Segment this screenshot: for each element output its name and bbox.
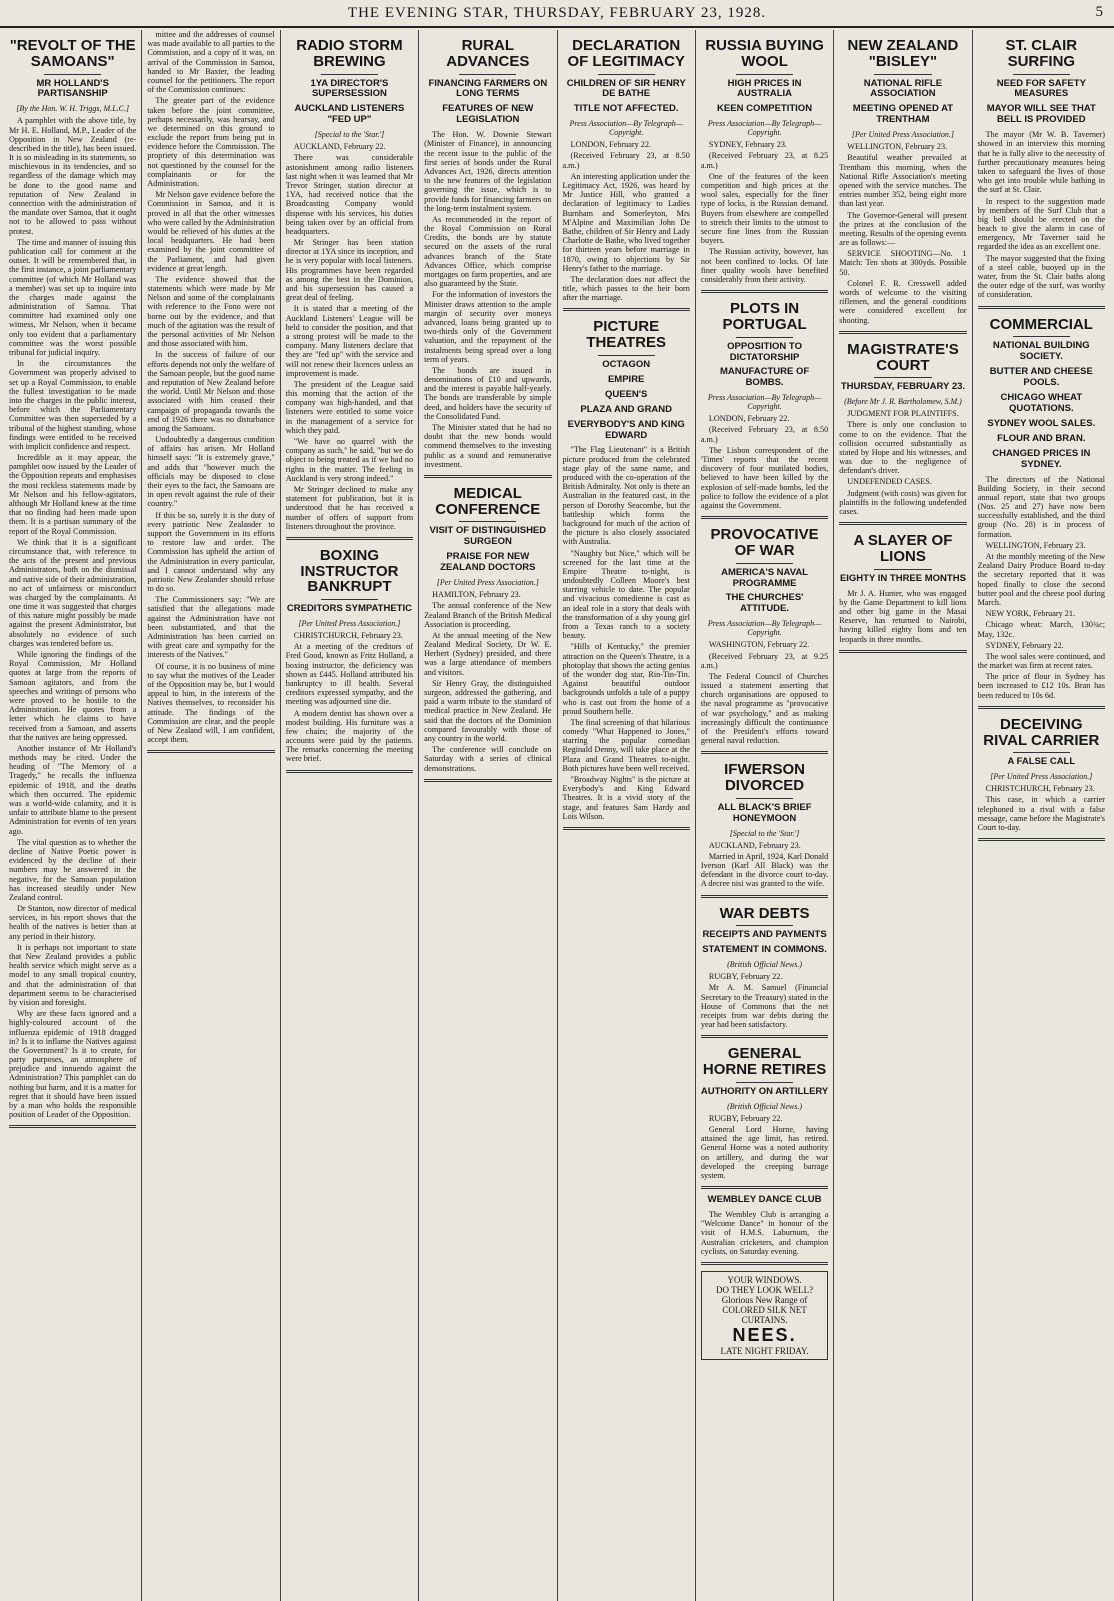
article-paragraph: Mr Stringer declined to make any statement for publication, but it is understood that he has received a number of offers of support from listeners throughout the province. xyxy=(285,484,414,531)
article-subheading: NATIONAL RIFLE ASSOCIATION xyxy=(863,77,943,100)
article-paragraph: The final screening of that hilarious comedy "What Happened to Jones," starring the popular comedian Reginald Denny, will take place at the Plaza and Grand Theatres to-night. Both pictures have been well received. xyxy=(562,717,690,773)
article-paragraph: It is perhaps not important to state that New Zealand provides a public health service which might serve as a model to any small tropical country, and that the administration of that department seems to be characterised by vision and foresight. xyxy=(9,942,137,1007)
article-separator xyxy=(424,475,551,478)
article-paragraph: At a meeting of the creditors of Fred Good, known as Fritz Holland, a boxing instructor, the deficiency was shown as £445. Holland attributed his bankruptcy to ill health. Several creditors expressed sympathy, and the meeting was adjourned sine die. xyxy=(285,642,414,707)
article xyxy=(9,38,136,1128)
divider xyxy=(598,355,655,356)
article-subheading: MR HOLLAND'S PARTISANSHIP xyxy=(36,77,109,100)
article-separator xyxy=(563,827,690,830)
article-paragraph: WELLINGTON, February 23. xyxy=(847,142,948,152)
article-body xyxy=(978,475,1105,700)
article-separator xyxy=(701,895,828,898)
article-byline: Press Association—By Telegraph—Copyright. xyxy=(569,119,683,138)
article-paragraph: The Hon. W. Downie Stewart (Minister of Finance), in announcing the recent issue to the public of the first series of bonds under the Rural Advances Act, 1926, directs attention to the new features of the legislation governing the issue, which is to provide funds for financing farmers on the long-term instalment system. xyxy=(424,130,552,213)
article-paragraph: A pamphlet with the above title, by Mr H. E. Holland, M.P., Leader of the Opposition in New Zealand (re-described in the title), has been issued. It is so misleading in its statements, so mischievous in its tendencies, and so regardless of the damage which may be done to the good name and reputation of New Zealand in connection with the administration of the mandate over Samoa, that it ought not to be allowed to pass without protest. xyxy=(9,116,137,236)
article-headline: RUSSIA BUYING WOOL xyxy=(705,37,824,70)
divider xyxy=(874,377,931,378)
article-subheading: CHICAGO WHEAT QUOTATIONS. xyxy=(1000,392,1083,414)
article xyxy=(839,38,966,334)
article-separator xyxy=(701,1186,828,1189)
article-headline: IFWERSON DIVORCED xyxy=(724,761,805,795)
article-headline: COMMERCIAL xyxy=(989,315,1093,333)
article-headline: MAGISTRATE'S COURT xyxy=(847,340,959,374)
article-body xyxy=(701,972,828,1029)
divider xyxy=(736,563,793,564)
divider xyxy=(1013,74,1070,75)
article-paragraph: AUCKLAND, February 23. xyxy=(708,840,801,850)
article-paragraph: Sir Henry Gray, the distinguished surgeon, addressed the gathering, and paid a warm tribute to the standard of medical practice in New Zealand. He said that the doctors of the Dominion compared favourably with those of any country in the world. xyxy=(424,678,552,743)
article-separator xyxy=(701,290,828,293)
article-headline: PLOTS IN PORTUGAL xyxy=(722,300,807,333)
article-separator xyxy=(563,308,690,311)
article-paragraph: The Wembley Club is arranging a "Welcome Dance" in honour of the visit of H.M.S. Laburnum, the Australian cricketers, and champion cyclists, on Saturday evening. xyxy=(700,1210,829,1256)
article-paragraph: LONDON, February 22. xyxy=(708,414,790,424)
article xyxy=(978,717,1105,841)
divider xyxy=(736,925,793,926)
article-paragraph: Of course, it is no business of mine to say what the motives of the Leader of the Opposition may be, but I would appeal to him, in the interests of the Natives themselves, to reconsider his attitude. The findings of the Commission are clear, and the people of New Zealand will, I am confident, accept them. xyxy=(147,661,275,745)
article-subheading: FEATURES OF NEW LEGISLATION xyxy=(442,103,534,126)
article-body xyxy=(701,640,828,745)
divider xyxy=(459,521,516,522)
article-paragraph: "We have no quarrel with the company as such," he said, "but we do object to being treated as if we had no rights in the matter. The feeling in Auckland is very strong indeed." xyxy=(285,437,414,483)
article-body xyxy=(701,414,828,510)
article-paragraph: The mayor suggested that the fixing of a steel cable, buoyed up in the water, from the St. Clair baths along the outer edge of the surf, was worthy of consideration. xyxy=(977,253,1105,300)
article-paragraph: The president of the League said this morning that the action of the company was high-handed, and that listeners were entitled to some voice in the management of a service for which they paid. xyxy=(285,379,414,435)
article-subheading: AUTHORITY ON ARTILLERY xyxy=(700,1085,829,1097)
article-paragraph: The price of flour in Sydney has been increased to £12 10s. Bran has been reduced to 10s 6d. xyxy=(977,672,1105,700)
article-byline: [Special to the 'Star.'] xyxy=(729,828,800,838)
divider xyxy=(459,74,516,75)
article-paragraph: The Lisbon correspondent of the 'Times' reports that the recent discovery of four mutilated bodies, believed to have been killed by the explosion of self-made bombs, led the police to follow the evidence of a plot against the Government. xyxy=(700,445,829,510)
article-paragraph: A modern dentist has shown over a modest building. His furniture was a few chairs; the majority of the accounts were paid by the patients. The remarks concerning the meeting were brief. xyxy=(285,708,414,764)
divider xyxy=(874,569,931,570)
article-headline: A SLAYER OF LIONS xyxy=(853,532,953,565)
divider xyxy=(44,74,101,75)
article-paragraph: (Received February 23, at 8.50 a.m.) xyxy=(700,425,829,444)
article-subheading: CHILDREN OF SIR HENRY DE BATHE xyxy=(566,77,686,100)
divider xyxy=(1013,752,1070,753)
divider xyxy=(874,74,931,75)
article-paragraph: The greater part of the evidence taken before the joint committee, perhaps necessarily, was hearsay, and we determined on this ground to exclude the report from being put in evidence before the Commission. The propriety of this determination was not questioned by the counsel for the complainants or for the Administration. xyxy=(147,96,275,188)
article-paragraph: Colonel F. R. Cresswell added words of welcome to the visiting riflemen, and the general conditions were considered excellent for shooting. xyxy=(839,278,967,325)
article-body xyxy=(563,140,690,302)
article-paragraph: The Governor-General will present the prizes at the conclusion of the meeting. Results of the opening events are as follows:— xyxy=(839,210,967,248)
article-paragraph: Mr Nelson gave evidence before the Commission in Samoa, and it is proved in all that the other witnesses who were called by the Administration would be relieved of his duties at the local headquarters. He had been examined by the joint committee of the Parliament, and had given evidence at great length. xyxy=(147,190,275,273)
article-paragraph: One of the features of the keen competition and high prices at the wool sales, especially for the finer type of locks, is the Russian demand. Buyers from elsewhere are compelled to stretch their limits to the utmost to secure fine lines from the Russian buyers. xyxy=(700,171,829,246)
article xyxy=(978,317,1105,709)
article-separator xyxy=(839,522,966,525)
article xyxy=(424,486,551,782)
article xyxy=(701,301,828,519)
article-separator xyxy=(701,751,828,754)
article-paragraph: "Hills of Kentucky," the premier attraction on the Queen's Theatre, is a photoplay that shows the acting genius of the wonder dog star, Rin-Tin-Tin. Against beautiful outdoor backgrounds unfolds a tale of a puppy who is cast out from the home of a proud Southern belle. xyxy=(562,642,690,716)
advert-line: Glorious New Range of xyxy=(721,1294,808,1305)
article-separator xyxy=(839,650,966,653)
divider xyxy=(598,74,655,75)
article-headline: PROVOCATIVE OF WAR xyxy=(710,526,819,559)
article-subheading: KEEN COMPETITION xyxy=(717,103,813,115)
article-body xyxy=(701,140,828,284)
article-paragraph: The vital question as to whether the decline of Native Poetic power is evidenced by the decline of their numbers may be answered in the negative, for the Samoan population has increased steadily under New Zealand control. xyxy=(9,837,137,902)
article-paragraph: The bonds are issued in denominations of £10 and upwards, and the interest is payable half-yearly. The bonds are transferable by simple deed, and holders have the security of the Consolidated Fund. xyxy=(424,365,552,421)
article-paragraph: The declaration does not affect the title, which passes to the heir born after the marriage. xyxy=(562,274,690,303)
article-separator xyxy=(839,331,966,334)
article xyxy=(839,533,966,653)
article-subheading: MAYOR WILL SEE THAT BELL IS PROVIDED xyxy=(986,103,1096,126)
article-paragraph: The mayor (Mr W. B. Taverner) showed in an interview this morning that he is fully alive to the necessity of further precautionary measures being taken to safeguard the lives of those who get into trouble while bathing in the surf at St. Clair. xyxy=(977,130,1105,195)
article-paragraph: CHRISTCHURCH, February 23. xyxy=(293,631,403,641)
article-subheading: MANUFACTURE OF BOMBS. xyxy=(719,366,810,389)
article-subheading: BUTTER AND CHEESE POOLS. xyxy=(989,366,1093,389)
article-paragraph: The annual conference of the New Zealand Branch of the British Medical Association is proceeding. xyxy=(424,601,552,629)
article-paragraph: Undoubtedly a dangerous condition of affairs has arisen. Mr Holland himself says: "It is extremely grave," and adds that "however much the officials may be disposed to close their eyes to the fact, the Samoans are in open revolt against the rule of their country." xyxy=(147,435,275,509)
article-paragraph: The wool sales were continued, and the market was firm at recent rates. xyxy=(977,651,1105,671)
article-paragraph: General Lord Horne, having attained the age limit, has retired. General Horne was a noted authority on artillery, and during the war developed the creeping barrage system. xyxy=(700,1125,829,1180)
article-headline: WAR DEBTS xyxy=(719,904,810,922)
article-separator xyxy=(286,537,413,540)
article xyxy=(701,1195,828,1265)
article-body xyxy=(286,142,413,531)
article-body xyxy=(978,784,1105,832)
article-subheading: FLOUR AND BRAN. xyxy=(997,432,1086,444)
article-byline: [Per United Press Association.] xyxy=(436,578,539,588)
article-headline: RURAL ADVANCES xyxy=(446,37,530,70)
article-paragraph: For the information of investors the Minister draws attention to the ample margin of security over moneys advanced, loans being granted up to two-thirds only of the Government valuation, and the repayment of the instalments being spread over a long term of years. xyxy=(424,290,552,364)
article xyxy=(563,38,690,311)
article-separator xyxy=(701,1035,828,1038)
article-paragraph: The evidence showed that the statements which were made by Mr Nelson and some of the complainants with reference to the Fono were not borne out by the evidence, and that much of the agitation was the result of the personal activities of Mr Nelson and those associated with him. xyxy=(147,274,275,349)
article-subheading: WEMBLEY DANCE CLUB xyxy=(707,1194,822,1206)
article xyxy=(147,30,274,753)
article-separator xyxy=(147,750,274,753)
article-paragraph: NEW YORK, February 21. xyxy=(985,609,1075,619)
article-byline: (British Official News.) xyxy=(727,1101,802,1111)
article-subheading: EMPIRE xyxy=(607,373,645,385)
article-paragraph: SYDNEY, February 23. xyxy=(708,140,787,150)
article-paragraph: We think that it is a significant circumstance that, with reference to the acts of the present and previous Administrators, both on the dismissal and native side of their administration, no act of unfairness or misconduct was charged by the complainants. At one time it was suggested that charges of this nature might possibly be made against the present Administrator, but absolutely no evidence of such charges was tendered before us. xyxy=(9,537,137,648)
article-paragraph: WELLINGTON, February 23. xyxy=(985,540,1086,550)
column-3 xyxy=(281,30,419,1601)
column-4 xyxy=(419,30,557,1601)
columns-container xyxy=(4,30,1110,1601)
advert-line: YOUR WINDOWS. xyxy=(727,1274,802,1285)
article-byline: (Before Mr J. R. Bartholomew, S.M.) xyxy=(844,397,962,407)
article xyxy=(701,762,828,897)
article-paragraph: In respect to the suggestion made by members of the Surf Club that a big bell should be erected on the beach to give the alarm in case of emergency, Mr Taverner said he regarded the idea as an excellent one. xyxy=(977,196,1105,252)
article-paragraph: Mr J. A. Hunter, who was engaged by the Game Department to kill lions and other big game in the Masai Reserve, has returned to Nairobi, having killed eighty lions and ten leopards in three months. xyxy=(839,588,967,644)
article-paragraph: The Commissioners say: "We are satisfied that the allegations made against the Administration have not been substantiated, and that the Administration has been carried on with great care and sympathy for the interests of the Natives." xyxy=(147,595,275,660)
article-subheading: THURSDAY, FEBRUARY 23. xyxy=(840,381,966,393)
article-byline: [Per United Press Association.] xyxy=(851,130,955,140)
article-headline: RADIO STORM BREWING xyxy=(296,37,403,70)
article-subheading: OPPOSITION TO DICTATORSHIP xyxy=(727,340,802,363)
article-paragraph: LONDON, February 22. xyxy=(570,140,651,150)
article-subheading: FINANCING FARMERS ON LONG TERMS xyxy=(428,77,548,100)
article-subheading: ALL BLACK'S BRIEF HONEYMOON xyxy=(717,801,812,824)
article-subheading: 1YA DIRECTOR'S SUPERSESSION xyxy=(310,77,389,100)
article-headline: NEW ZEALAND "BISLEY" xyxy=(847,37,959,70)
article xyxy=(839,342,966,525)
article-paragraph: The time and manner of issuing this publication call for comment at the outset. It will be remembered that, in the first instance, a joint parliamentary committee (of which Mr Holland was a member) was set up to inquire into the charges made against the administration of Samoa. That committee had examined only one witness, Mr Nelson, when it became only too evident that a parliamentary committee was the worst possible tribunal for judicial inquiry. xyxy=(9,237,137,358)
article xyxy=(286,38,413,540)
article-paragraph: The directors of the National Building Society, in their second annual report, state that two groups (Nos. 25 and 27) have now been successfully established, and the third group (No. 28) is in process of formation. xyxy=(977,474,1105,539)
article-separator xyxy=(9,1125,136,1128)
divider xyxy=(736,337,793,338)
divider xyxy=(321,599,378,600)
article-byline: [Special to the 'Star.'] xyxy=(314,130,385,140)
article-subheading: NATIONAL BUILDING SOCIETY. xyxy=(992,340,1090,363)
article-body xyxy=(424,590,551,773)
article-paragraph: Judgment (with costs) was given for plaintiffs in the following undefended cases. xyxy=(839,488,967,517)
divider xyxy=(1013,336,1070,337)
article-subheading: MEETING OPENED AT TRENTHAM xyxy=(852,103,954,126)
column-6 xyxy=(696,30,834,1601)
article-byline: [Per United Press Association.] xyxy=(990,772,1093,782)
article-headline: ST. CLAIR SURFING xyxy=(1005,37,1078,70)
article-paragraph: HAMILTON, February 23. xyxy=(432,590,521,600)
article-paragraph: CHRISTCHURCH, February 23. xyxy=(985,784,1095,794)
article-paragraph: (Received February 23, at 9.25 a.m.) xyxy=(700,651,829,670)
article-paragraph: Mr Stringer has been station director at 1YA since its inception, and he is very popular with local listeners. His programmes have been regarded as among the best in the Dominion, and his supersession has caused a great deal of feeling. xyxy=(285,238,414,303)
article-body xyxy=(978,130,1105,299)
masthead-title: THE EVENING STAR, THURSDAY, FEBRUARY 23, 1928. xyxy=(347,4,767,21)
article-byline: Press Association—By Telegraph—Copyright. xyxy=(707,119,822,138)
article-separator xyxy=(286,770,413,773)
article-paragraph: An interesting application under the Legitimacy Act, 1926, was heard by Mr Justice Hill, who granted a declaration of legitimacy to Ladies Burnham and Somerleyton, Mrs M'Alpine and Maximilian John De Bathe, children of Sir Henry and Lady Charlotte de Bathe, who lived together for thirteen years before marriage in 1870, owing to objections by Sir Henry's father to the marriage. xyxy=(562,171,690,273)
article-byline: (British Official News.) xyxy=(727,960,802,970)
article-paragraph: Mr A. M. Samuel (Financial Secretary to the Treasury) stated in the House of Commons that the net receipts from war debts during the year had been satisfactory. xyxy=(700,983,829,1030)
column-2 xyxy=(142,30,280,1601)
article-paragraph: The Federal Council of Churches issued a statement asserting that church organisations are opposed to the naval programme as "provocative of war psychology," and as making increasingly difficult the continuance of the President's efforts toward general naval reduction. xyxy=(700,671,829,746)
divider xyxy=(321,74,378,75)
column-8 xyxy=(973,30,1110,1601)
article-body xyxy=(701,1210,828,1256)
article-paragraph: "The Flag Lieutenant" is a British picture produced from the celebrated stage play of the same name, and produced with the co-operation of the British Admiralty. Not only is there an Australian in the featured cast, in the person of Dorothy Seacombe, but the battleship which forms the background for much of the action of the picture is also closely associated with Australia. xyxy=(562,445,690,547)
article-subheading: NEED FOR SAFETY MEASURES xyxy=(996,77,1086,100)
article-byline: Press Association—By Telegraph—Copyright. xyxy=(707,619,822,638)
article-subheading: AMERICA'S NAVAL PROGRAMME xyxy=(721,566,808,589)
article xyxy=(701,38,828,293)
article-paragraph: Another instance of Mr Holland's methods may be cited. Under the heading of "The Memory of a Tragedy," he recalls the influenza epidemic of 1918, and the deaths which then occurred. The epidemic was a world-wide calamity, and it is unfair to attribute blame to the present Administration for events of ten years ago. xyxy=(9,743,137,836)
article-paragraph: Dr Stanton, now director of medical services, in his report shows that the health of the natives is better than at any period in their history. xyxy=(9,904,137,941)
advert-line: COLORED SILK NET CURTAINS. xyxy=(722,1304,807,1325)
article xyxy=(424,38,551,478)
article-subheading: OCTAGON xyxy=(602,358,651,370)
article-body xyxy=(839,589,966,644)
article xyxy=(563,319,690,830)
article-separator xyxy=(978,706,1105,709)
article-paragraph: (Received February 23, at 8.25 a.m.) xyxy=(700,151,829,170)
article-paragraph: Chicago wheat: March, 130¾c; May, 132c. xyxy=(977,620,1105,639)
article-paragraph: While ignoring the findings of the Royal Commission, Mr Holland quotes at large from the reports of Samoan agitators, and from the speeches and writings of persons who were proved to be hostile to the Administration. He quotes from a letter which he claims to have received from a Samoan, and asserts that the natives are being oppressed. xyxy=(9,650,137,742)
article-subheading: PRAISE FOR NEW ZEALAND DOCTORS xyxy=(440,551,536,574)
article-paragraph: The Minister stated that he had no doubt that the new bonds would commend themselves to the investing public as a sound and remunerative investment. xyxy=(424,423,552,469)
article-subheading: CREDITORS SYMPATHETIC xyxy=(286,603,412,615)
article-subheading: TITLE NOT AFFECTED. xyxy=(573,103,679,115)
article-headline: GENERAL HORNE RETIRES xyxy=(702,1045,827,1079)
article-paragraph: At the monthly meeting of the New Zealand Dairy Produce Board to-day the secretary reported that it was hoped finally to close the second butter pool and the cheese pool during March. xyxy=(977,552,1105,607)
article-body xyxy=(286,631,413,764)
article-body xyxy=(839,142,966,325)
article-subheading: RECEIPTS AND PAYMENTS xyxy=(702,929,827,941)
article-subheading: EIGHTY IN THREE MONTHS xyxy=(839,572,966,584)
article-subheading: HIGH PRICES IN AUSTRALIA xyxy=(727,77,802,100)
column-1 xyxy=(4,30,142,1601)
advert-line: DO THEY LOOK WELL? xyxy=(716,1284,814,1295)
article-byline: [Per United Press Association.] xyxy=(298,619,401,629)
article xyxy=(286,548,413,773)
article-headline: DECLARATION OF LEGITIMACY xyxy=(567,37,685,70)
article-body xyxy=(701,841,828,889)
article-separator xyxy=(978,306,1105,309)
article-subheading: SYDNEY WOOL SALES. xyxy=(987,417,1096,429)
article-paragraph: It is stated that a meeting of the Auckland Listeners' League will be held to consider the position, and that a strong protest will be made to the company. Many listeners declare that they are "fed up" with the service and will not renew their licences unless an improvement is made. xyxy=(285,304,414,378)
article-paragraph: RUGBY, February 22. xyxy=(708,1113,783,1123)
advertisement xyxy=(701,1271,828,1360)
article-paragraph: "Naughty but Nice," which will be screened for the last time at the Empire Theatre to-night, is undoubtedly Colleen Moore's best starring vehicle to date. The popular and vivacious comedienne is cast as an ideal role in a story that deals with the transformation of a shy young girl from a Texas ranch to a society beauty. xyxy=(562,548,690,641)
article-paragraph: At the annual meeting of the New Zealand Medical Society, Dr W. E. Herbert (Sydney) presided, and there was a large attendance of members and visitors. xyxy=(424,630,552,677)
article xyxy=(701,906,828,1039)
article-headline: MEDICAL CONFERENCE xyxy=(435,484,541,518)
article-headline: BOXING INSTRUCTOR BANKRUPT xyxy=(300,546,399,596)
article-paragraph: In the success of failure of our efforts depends not only the welfare of the Samoan people, but the good name and reputation of New Zealand before the world. Until Mr Nelson and those associated with him ceased their campaign of propaganda towards the end of 1926 there was no disturbance among the Samoans. xyxy=(147,350,275,433)
article-separator xyxy=(701,1262,828,1265)
article-body xyxy=(147,30,274,744)
masthead xyxy=(0,0,1114,28)
article-body xyxy=(839,409,966,516)
article-paragraph: UNDEFENDED CASES. xyxy=(847,477,932,487)
article-paragraph: There was considerable astonishment among radio listeners last night when it was learned that Mr Trevor Stringer, station director at 1YA, had received notice that the Broadcasting Company would dispense with his services, his duties being taken over by an official from headquarters. xyxy=(285,153,414,236)
article-body xyxy=(563,445,690,821)
article-paragraph: SERVICE SHOOTING—No. 1 Match: Ten shots at 300yds. Possible 50. xyxy=(839,249,967,277)
article-paragraph: Married in April, 1924, Karl Donald Iverson (Karl All Black) was the defendant in the divorce court to-day. A decree nisi was granted to the wife. xyxy=(700,851,829,889)
column-7 xyxy=(834,30,972,1601)
article-paragraph: SYDNEY, February 22. xyxy=(985,640,1064,650)
article-subheading: PLAZA AND GRAND xyxy=(580,403,673,415)
article-paragraph: The conference will conclude on Saturday with a series of clinical demonstrations. xyxy=(424,745,552,773)
article-paragraph: If this be so, surely it is the duty of every patriotic New Zealander to support the Government in its efforts to restore law and order. The Commission has upheld the action of the Administration in every particular, and I cannot understand why any patriotic New Zealander should refuse to do so. xyxy=(147,510,275,594)
article-separator xyxy=(424,779,551,782)
article-subheading: A FALSE CALL xyxy=(1007,756,1076,768)
article-paragraph: The Russian activity, however, has not been confined to locks. Of late finer quality wools have benefited considerably from their activity. xyxy=(700,247,829,284)
divider xyxy=(736,1082,793,1083)
article-paragraph: This case, in which a carrier telephoned to a rival with a false message, came before the Magistrate's Court to-day. xyxy=(977,795,1105,833)
article-paragraph: mittee and the addresses of counsel was made available to all parties to the Commission, and a copy of it was, on arrival of the Commission in Samoa, handed to Mr Baxter, the leading counsel for the petitioners. The report of the Commission continues: xyxy=(147,30,275,95)
article-subheading: VISIT OF DISTINGUISHED SURGEON xyxy=(429,525,547,548)
article xyxy=(701,527,828,754)
article-paragraph: WASHINGTON, February 22. xyxy=(708,640,810,650)
article-paragraph: "Broadway Nights" is the picture at Everybody's and King Edward Theatres. It is a vivid story of the stage, and features Sam Hardy and Lois Wilson. xyxy=(562,775,690,821)
article-paragraph: AUCKLAND, February 22. xyxy=(293,142,386,152)
article-separator xyxy=(978,838,1105,841)
article-separator xyxy=(701,516,828,519)
article-body xyxy=(701,1114,828,1180)
article-paragraph: Beautiful weather prevailed at Trentham this morning, when the National Rifle Association's meeting opened with the service matches. The entries number 352, being eight more than last year. xyxy=(839,153,967,209)
divider xyxy=(736,74,793,75)
article-paragraph: There is only one conclusion to come to on the evidence. That the collision occurred substantially as stated by Hope and his witnesses, and was due to the negligence of defendant's driver. xyxy=(839,420,967,476)
article-paragraph: JUDGMENT FOR PLAINTIFFS. xyxy=(847,409,959,419)
article-paragraph: Why are these facts ignored and a highly-coloured account of the influenza epidemic of 1918 dragged in? Is it to inflame the Natives against the Government? Is it to create, for party purposes, an atmosphere of prejudice and innuendo against the Administration? This pamphlet can do nothing but harm, and it is a matter for regret that it should have been issued by a man who holds the responsible position of Leader of the Opposition. xyxy=(9,1009,137,1120)
article-headline: "REVOLT OF THE SAMOANS" xyxy=(9,37,136,70)
article-headline: DECEIVING RIVAL CARRIER xyxy=(983,715,1100,749)
article-subheading: THE CHURCHES' ATTITUDE. xyxy=(725,592,804,615)
article-subheading: EVERYBODY'S AND KING EDWARD xyxy=(567,418,685,441)
article-subheading: CHANGED PRICES IN SYDNEY. xyxy=(992,447,1091,470)
article-byline: [By the Hon. W. H. Triggs, M.L.C.] xyxy=(16,104,130,114)
article-subheading: STATEMENT IN COMMONS. xyxy=(702,944,827,956)
page-number: 5 xyxy=(1095,4,1104,20)
article-subheading: AUCKLAND LISTENERS "FED UP" xyxy=(294,103,405,126)
article-paragraph: In the circumstances the Government was properly advised to set up a Royal Commission, to enable the fullest investigation to be made into the charges in the public interest, before which the Parliamentary Committee was then superseded by a tribunal of the highest standing, whose findings were entitled to be received with implicit confidence and respect. xyxy=(9,359,137,451)
advert-footer: LATE NIGHT FRIDAY. xyxy=(720,1345,809,1356)
article-byline: Press Association—By Telegraph—Copyright. xyxy=(707,393,822,412)
article xyxy=(978,38,1105,309)
article-body xyxy=(424,130,551,469)
article-body xyxy=(9,116,136,1119)
article-subheading: QUEEN'S xyxy=(604,388,648,400)
article xyxy=(701,1046,828,1189)
advert-brand: NEES. xyxy=(732,1324,797,1345)
article-paragraph: As recommended in the report of the Royal Commission on Rural Credits, the bonds are by statute secured on the assets of the rural advances branch of the State Advances Office, which comprise mortgages on farm properties, and are also guaranteed by the State. xyxy=(424,214,552,289)
article-headline: PICTURE THEATRES xyxy=(586,318,667,352)
divider xyxy=(736,798,793,799)
article-paragraph: (Received February 23, at 8.50 a.m.) xyxy=(562,151,690,170)
article-paragraph: RUGBY, February 22. xyxy=(708,972,783,982)
article-paragraph: Incredible as it may appear, the pamphlet now issued by the Leader of the Opposition repeats and emphasises the most reckless statements made by Mr Nelson and his fellow-agitators, although Mr Holland knew at the time that no finding had been made upon them. It is a partisan summary of the report of the Royal Commission. xyxy=(9,453,137,536)
column-5 xyxy=(558,30,696,1601)
